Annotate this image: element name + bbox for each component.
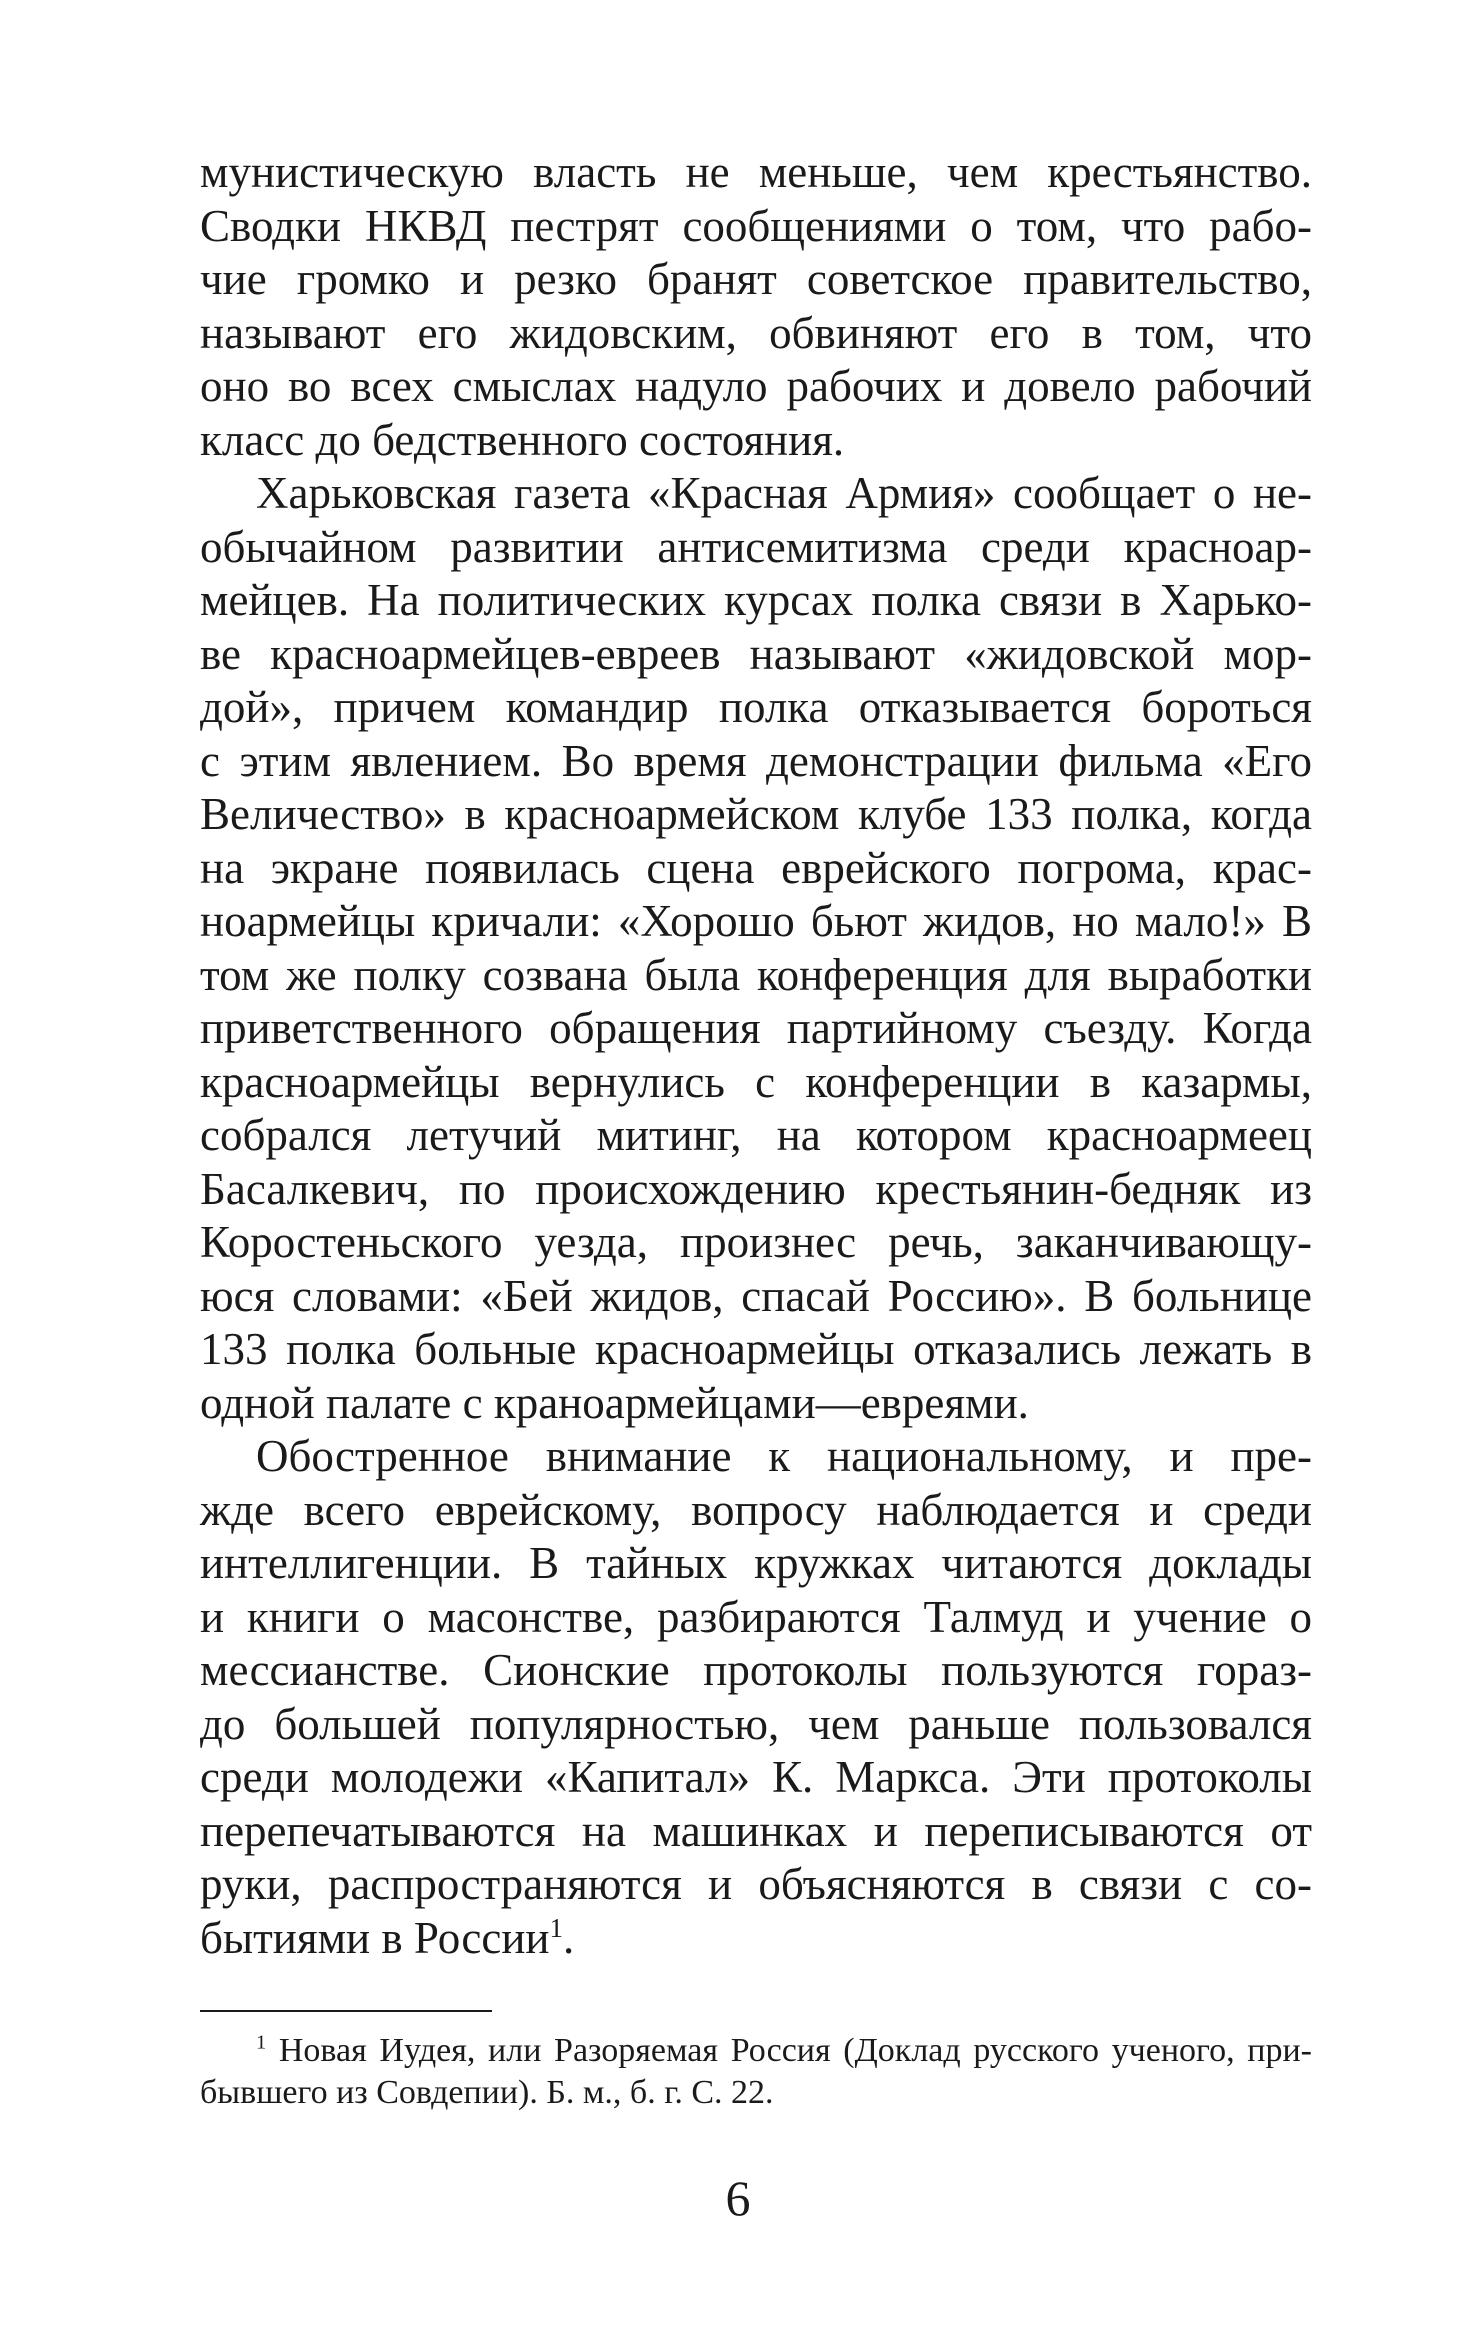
text-line [200,1216,1312,1270]
footnote-text-line-2: бывшего из Совдепии). Б. м., б. г. С. 22. [200,2074,774,2111]
text-line [200,1537,1312,1591]
text-line [200,788,1312,842]
text-line-content: красноармейцы вернулись с конференции в казармы, [200,1056,1312,1107]
text-line [200,1484,1312,1538]
text-line-content: жде всего еврейскому, вопросу наблюдается и среди [200,1484,1312,1535]
text-line-content: том же полку созвана была конференция для выработки [200,949,1312,1000]
text-line-content: и книги о масонстве, разбираются Талмуд и учение о [200,1591,1312,1642]
text-line [200,1323,1312,1377]
text-line [200,949,1312,1003]
text-line-content: 133 полка больные красноармейцы отказались лежать в [200,1324,1312,1374]
text-line [200,628,1312,682]
footnote-reference: 1 [549,1912,564,1943]
text-line-content: с этим явлением. Во время демонстрации фильма «Его [200,735,1312,786]
text-line-content: Сводки НКВД пестрят сообщениями о том, что рабо- [200,200,1312,251]
text-line-content: одной палате с краноармейцами—евреями. [200,1377,1029,1428]
text-line-content: перепечатываются на машинках и переписываются от [200,1805,1312,1856]
text-line-content: приветственного обращения партийному съезду. Когда [200,1003,1312,1053]
text-line-content: собрался летучий митинг, на котором красноармеец [200,1110,1312,1160]
text-line [200,1858,1312,1912]
text-line-content: интеллигенции. В тайных кружках читаются доклады [200,1538,1312,1588]
text-line-content: дой», причем командир полка отказывается бороться [200,682,1312,732]
text-line [200,895,1312,949]
text-line-content: называют его жидовским, обвиняют его в том, что [200,307,1312,358]
text-line [200,521,1312,575]
text-line [200,1644,1312,1698]
text-line [200,842,1312,896]
text-line [200,1109,1312,1163]
footnote-divider [200,2010,492,2012]
text-line [200,253,1312,307]
text-line-content: оно во всех смыслах надуло рабочих и довело рабочий [200,361,1312,411]
text-line [200,414,1312,468]
text-line [200,735,1312,789]
text-line [200,467,1312,521]
text-line-content: класс до бедственного состояния. [200,414,845,465]
text-line-content: мейцев. На политических курсах полка связи в Харько- [200,575,1312,625]
text-line [200,200,1312,254]
text-line-content: среди молодежи «Капитал» К. Маркса. Эти протоколы [200,1752,1312,1802]
text-line-content: ноармейцы кричали: «Хорошо бьют жидов, но мало!» В [200,896,1312,946]
text-line-content: Басалкевич, по происхождению крестьянин-бедняк из [200,1163,1312,1214]
text-line [200,1377,1312,1431]
text-line-content: мунистическую власть не меньше, чем крестьянство. [200,147,1312,197]
text-line-content: Величество» в красноармейском клубе 133 полка, когда [200,789,1312,839]
text-line-content: ве красноармейцев-евреев называют «жидовской мор- [200,628,1312,679]
text-line [200,1056,1312,1110]
text-line-content: руки, распространяются и объясняются в связи с со- [200,1859,1312,1909]
footnote [200,2030,1312,2114]
page-number: 6 [725,2170,751,2226]
body-text [200,146,1312,1965]
text-line-trailing: . [563,1912,575,1963]
footnote-line [200,2030,1312,2072]
text-line [200,146,1312,200]
text-line [200,1002,1312,1056]
text-line-content: до большей популярностью, чем раньше пользовался [200,1698,1312,1749]
text-line-content: бытиями в России [200,1912,550,1963]
text-line-content: чие громко и резко бранят советское правительство, [200,254,1312,304]
text-line-content: юся словами: «Бей жидов, спасай Россию». В больнице [200,1270,1312,1321]
text-line [200,307,1312,361]
footnote-text-line-1: Новая Иудея, или Разоряемая Россия (Доклад русского ученого, при- [278,2032,1313,2069]
footnote-marker: 1 [256,2031,267,2054]
footnote-line [200,2072,1312,2114]
text-line [200,1912,1312,1966]
text-line-content: на экране появилась сцена еврейского погрома, крас- [200,842,1312,893]
text-line-content: мессианстве. Сионские протоколы пользуются гораз- [200,1645,1312,1695]
text-line-content: Обостренное внимание к национальному, и пре- [256,1431,1312,1481]
text-line [200,574,1312,628]
text-line [200,1270,1312,1324]
text-line-content: Коростеньского уезда, произнес речь, заканчивающу- [200,1217,1312,1267]
text-line [200,1698,1312,1752]
text-line [200,1805,1312,1859]
text-line [200,360,1312,414]
text-line [200,1751,1312,1805]
text-line [200,1430,1312,1484]
text-line [200,1591,1312,1645]
text-line-content: Харьковская газета «Красная Армия» сообщает о не- [256,468,1312,518]
text-line-content: обычайном развитии антисемитизма среди красноар- [200,521,1312,572]
text-line [200,681,1312,735]
text-line [200,1163,1312,1217]
